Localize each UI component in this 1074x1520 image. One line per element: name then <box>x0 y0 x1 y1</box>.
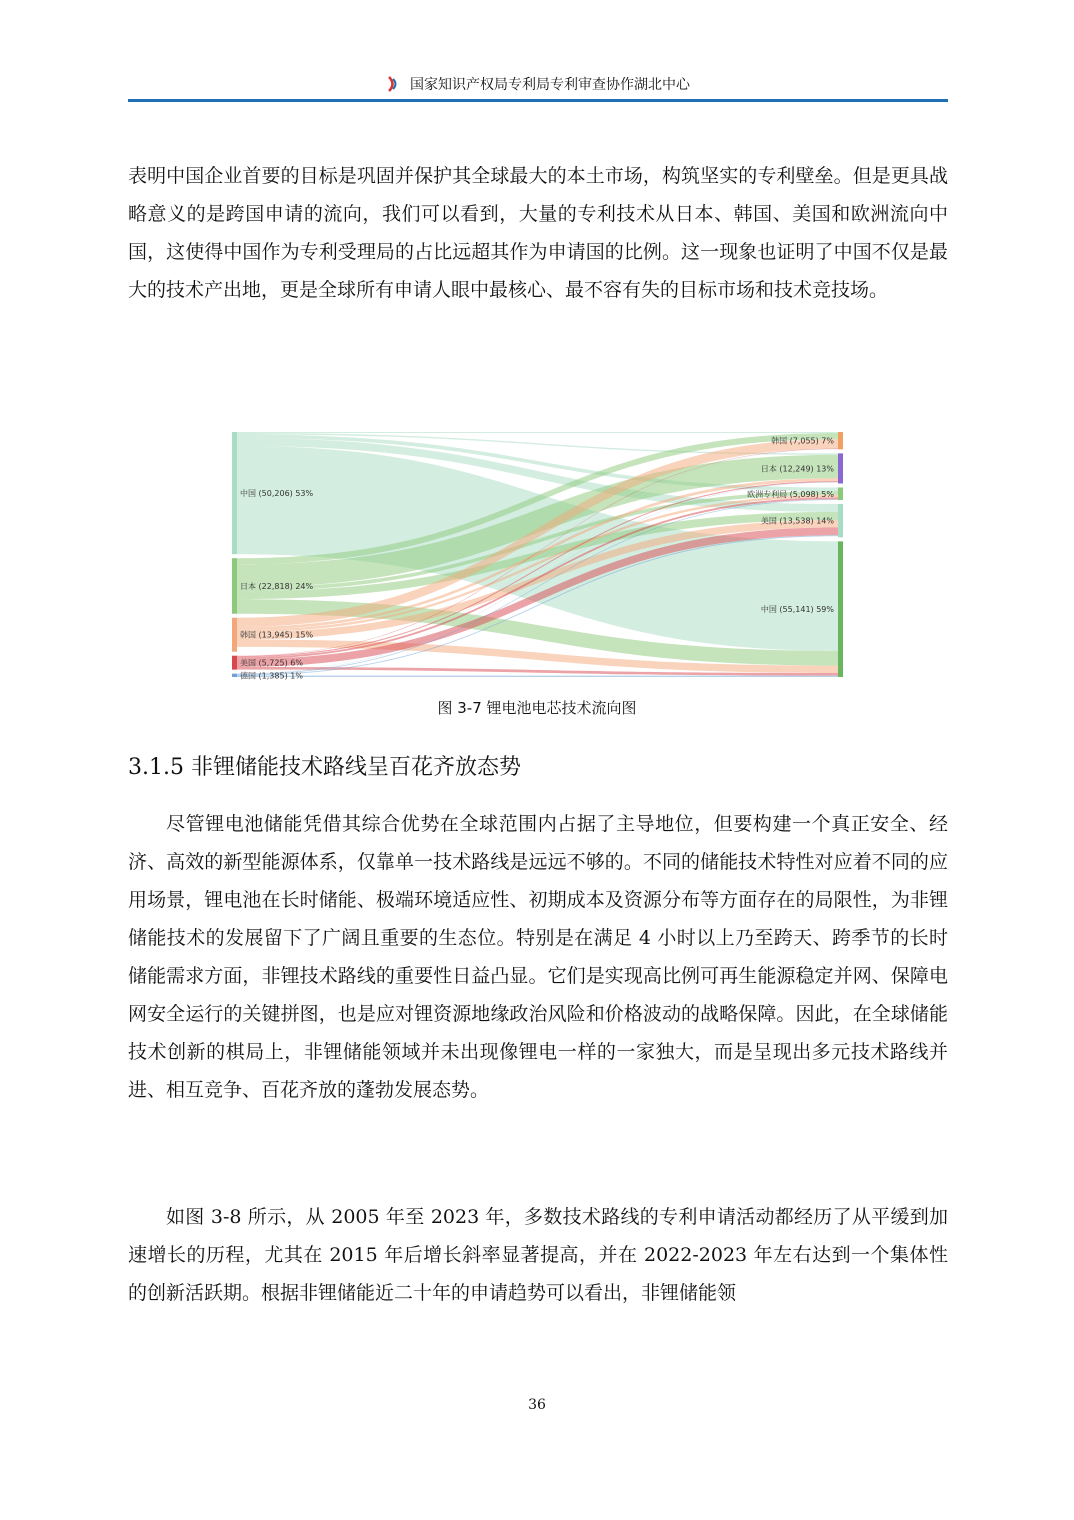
source-label: 韩国 (13,945) 15% <box>240 630 313 640</box>
sankey-source-node <box>232 656 237 670</box>
sankey-source-node <box>232 432 237 554</box>
sankey-source-node <box>232 674 237 677</box>
source-label: 日本 (22,818) 24% <box>240 581 313 591</box>
logo-icon <box>386 76 400 92</box>
source-label: 德国 (1,385) 1% <box>240 670 303 680</box>
sankey-target-node <box>838 541 843 677</box>
sankey-source-node <box>232 618 237 652</box>
sankey-target-node <box>838 453 843 483</box>
paragraph: 如图 3-8 所示，从 2005 年至 2023 年，多数技术路线的专利申请活动都经历了从平缓到加速增长的历程，尤其在 2015 年后增长斜率显著提高，并在 2022-2023 年左右达到一个集体性的创新活跃期。根据非锂储能近二十年的申请趋势可以看出，非锂储能领 <box>128 1198 948 1312</box>
sankey-target-node <box>838 504 843 537</box>
target-label: 美国 (13,538) 14% <box>761 516 834 526</box>
source-label: 美国 (5,725) 6% <box>240 658 303 668</box>
figure-caption: 图 3-7 锂电池电芯技术流向图 <box>0 697 1074 718</box>
sankey-chart <box>228 424 848 686</box>
sankey-flow <box>237 676 838 677</box>
section-heading: 3.1.5 非锂储能技术路线呈百花齐放态势 <box>128 750 521 781</box>
paragraph: 尽管锂电池储能凭借其综合优势在全球范围内占据了主导地位，但要构建一个真正安全、经济、高效的新型能源体系，仅靠单一技术路线是远远不够的。不同的储能技术特性对应着不同的应用场景，锂电池在长时储能、极端环境适应性、初期成本及资源分布等方面存在的局限性，为非锂储能技术的发展留下了广阔且重要的生态位。特别是在满足 4 小时以上乃至跨天、跨季节的长时储能需求方面，非锂技术路线的重要性日益凸显。它们是实现高比例可再生能源稳定并网、保障电网安全运行的关键拼图，也是应对锂资源地缘政治风险和价格波动的战略保障。因此，在全球储能技术创新的棋局上，非锂储能领域并未出现像锂电一样的一家独大，而是呈现出多元技术路线并进、相互竞争、百花齐放的蓬勃发展态势。 <box>128 805 948 1109</box>
sankey-target-node <box>838 487 843 500</box>
page-header <box>128 74 948 100</box>
target-label: 日本 (12,249) 13% <box>761 463 834 473</box>
paragraph: 表明中国企业首要的目标是巩固并保护其全球最大的本土市场，构筑坚实的专利壁垒。但是更具战略意义的是跨国申请的流向，我们可以看到，大量的专利技术从日本、韩国、美国和欧洲流向中国，这使得中国作为专利受理局的占比远超其作为申请国的比例。这一现象也证明了中国不仅是最大的技术产出地，更是全球所有申请人眼中最核心、最不容有失的目标市场和技术竞技场。 <box>128 157 948 309</box>
sankey-flow <box>237 432 838 433</box>
target-label: 欧洲专利局 (5,098) 5% <box>747 489 834 499</box>
header-divider <box>128 99 948 102</box>
sankey-source-node <box>232 558 237 614</box>
document-page <box>0 0 1074 1520</box>
target-label: 韩国 (7,055) 7% <box>771 436 834 446</box>
sankey-target-node <box>838 432 843 449</box>
target-label: 中国 (55,141) 59% <box>761 604 834 614</box>
page-number: 36 <box>0 1397 1074 1413</box>
header-title: 国家知识产权局专利局专利审查协作湖北中心 <box>410 77 690 93</box>
source-label: 中国 (50,206) 53% <box>240 488 313 498</box>
